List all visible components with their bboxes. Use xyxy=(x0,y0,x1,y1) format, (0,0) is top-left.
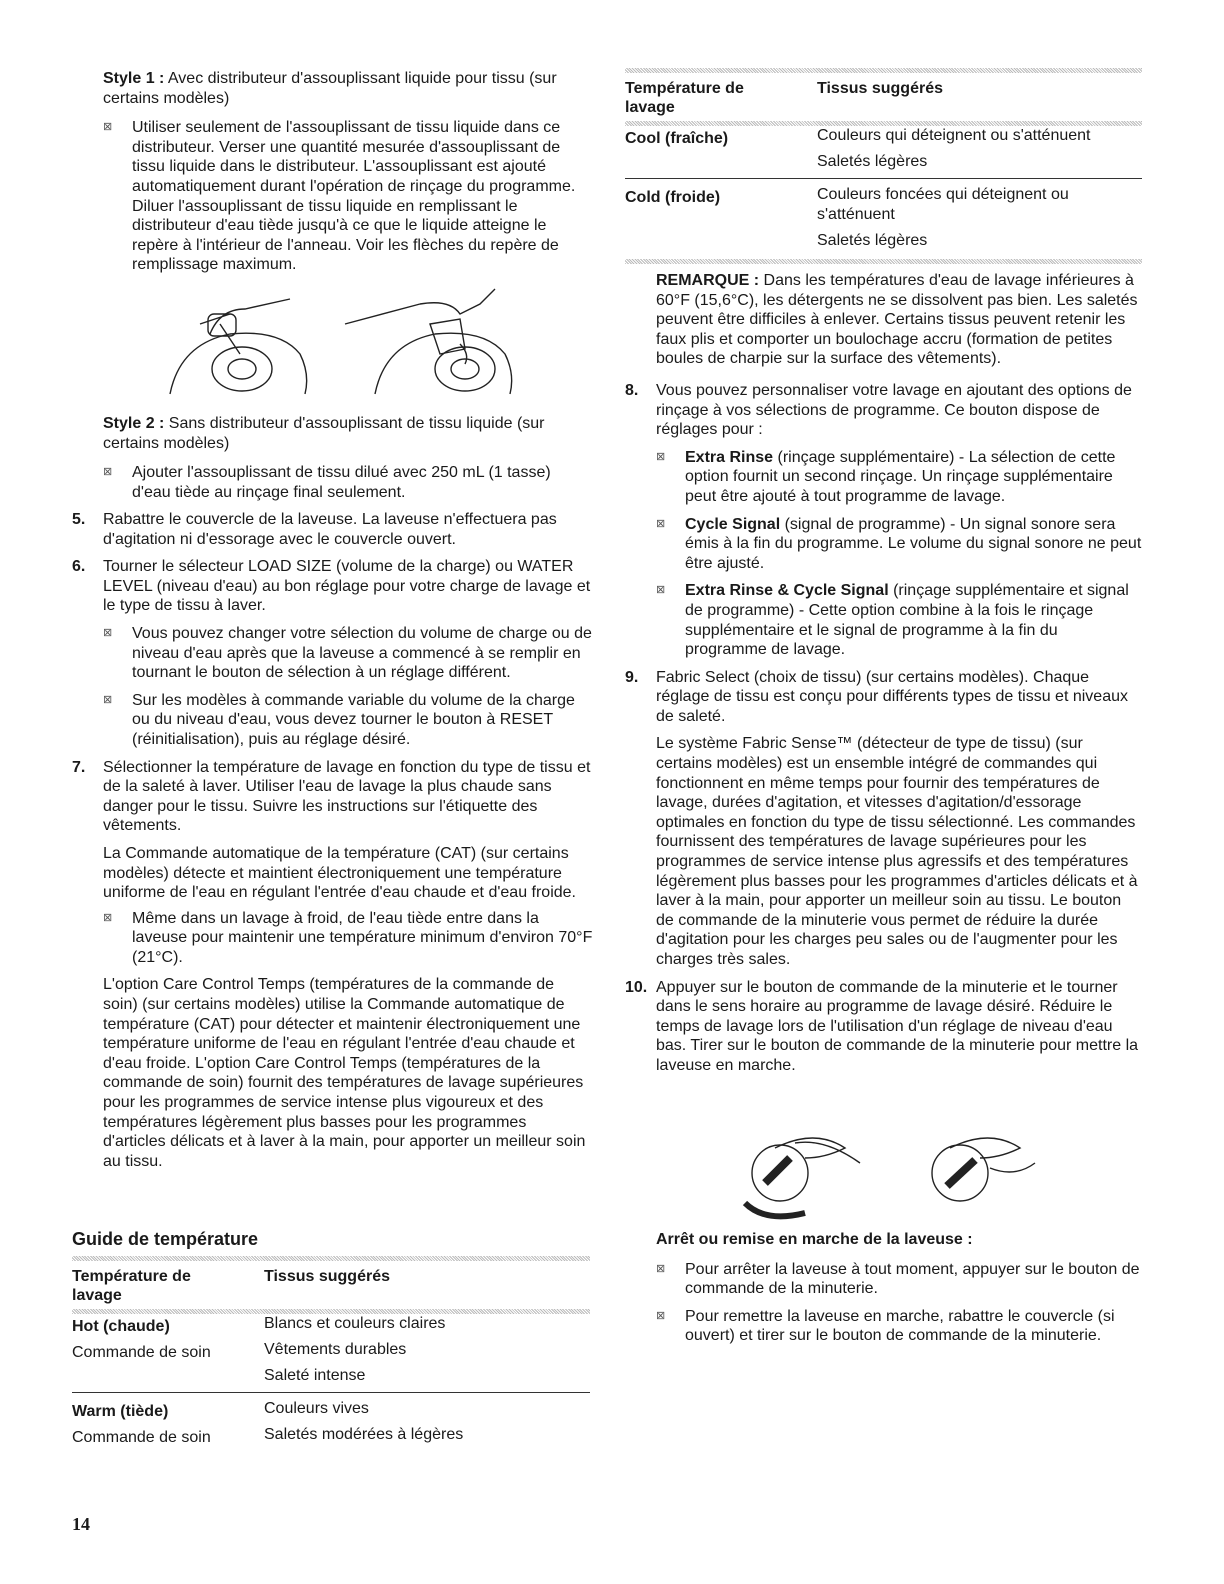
list-item xyxy=(103,691,593,750)
temperature-cell xyxy=(625,152,817,179)
bullet-text: Même dans un lavage à froid, de l'eau tiède entre dans la laveuse pour maintenir une température minimum d'environ 70°F (21°C). xyxy=(132,909,593,966)
table-row xyxy=(625,152,1142,179)
bullet-text: Pour arrêter la laveuse à tout moment, appuyer sur le bouton de commande de la minuterie. xyxy=(685,1260,1140,1298)
cat-paragraph: La Commande automatique de la température (CAT) (sur certains modèles) détecte et maintient électroniquement une température uniforme de l'eau en régulant l'entrée d'eau chaude et d'eau froide. xyxy=(103,844,576,902)
bullet-text: (signal de programme) - Un signal sonore sera émis à la fin du programme. Le volume du signal sonore ne peut être ajusté. xyxy=(685,515,1142,572)
list-item xyxy=(656,1260,1142,1299)
temperature-cell: Cool (fraîche) xyxy=(625,130,729,147)
style2-text: Sans distributeur d'assouplissant de tissu liquide (sur certains modèles) xyxy=(103,415,545,452)
step-number: 10. xyxy=(625,978,648,996)
table-row xyxy=(72,1340,590,1366)
table-row xyxy=(625,179,1142,232)
temperature-cell: Commande de soin xyxy=(72,1428,211,1446)
bullet-text: (rinçage supplémentaire) - La sélection de cette option fournit un second rinçage. Un rinçage supplémentaire peut être ajouté à tout programme de lavage. xyxy=(685,448,1116,505)
table-row xyxy=(625,126,1142,152)
style2-heading xyxy=(103,414,593,453)
softener-illustrations xyxy=(160,284,580,399)
temperature-cell: Commande de soin xyxy=(72,1343,211,1361)
temperature-guide-continued xyxy=(625,68,1142,264)
remarque-text: Dans les températures d'eau de lavage inférieures à 60°F (15,6°C), les détergents ne se dissolvent pas bien. Les saletés peuvent être difficiles à enlever. Certains tissus peuvent retenir les faux plis et comporter un boulochage accru (formation de petites boules de charpie sur la surface des vêtements). xyxy=(656,272,1138,368)
col-header-temperature: Température de lavage xyxy=(625,80,744,116)
bullet-icon: ⊠ xyxy=(103,466,113,479)
bullet-text: Pour remettre la laveuse en marche, rabattre le couvercle (si ouvert) et tirer sur le bouton de commande de la minuterie. xyxy=(685,1307,1115,1345)
bullet-icon: ⊠ xyxy=(656,450,666,463)
style1-heading xyxy=(103,69,593,108)
fabrics-cell: Saleté intense xyxy=(264,1366,366,1384)
table-row xyxy=(72,1366,590,1393)
right-column-main xyxy=(625,271,1142,1084)
guide-title: Guide de température xyxy=(72,1229,259,1249)
temperature-guide xyxy=(72,1230,590,1451)
col-header-fabrics: Tissus suggérés xyxy=(817,80,943,97)
bullet-text: Ajouter l'assouplissant de tissu dilué avec 250 mL (1 tasse) d'eau tiède au rinçage final seulement. xyxy=(132,464,551,501)
step-9 xyxy=(625,668,1142,727)
col-header-temperature: Température de lavage xyxy=(72,1267,191,1304)
step-text: Sélectionner la température de lavage en fonction du type de tissu et de la saleté à laver. Utiliser l'eau de lavage la plus chaude sans danger pour le tissu. Suivre les instructions sur l'étiquette des vêtements. xyxy=(103,758,591,835)
bullet-icon: ⊠ xyxy=(103,911,113,924)
temperature-cell: Warm (tiède) xyxy=(72,1392,264,1425)
option-label: Extra Rinse & Cycle Signal xyxy=(685,582,889,600)
table-header xyxy=(72,1261,590,1309)
bullet-text: (rinçage supplémentaire et signal de programme) - Cette option combine à la fois le rinçage supplémentaire et le signal de programme à la fin du programme de lavage. xyxy=(685,582,1129,659)
step-8 xyxy=(625,381,1142,440)
bullet-text: Sur les modèles à commande variable du volume de la charge ou du niveau d'eau, vous devez tourner le bouton à RESET (réinitialisation), puis au réglage désiré. xyxy=(132,691,575,748)
timer-knob-illustrations xyxy=(735,1128,1055,1223)
temperature-cell: Hot (chaude) xyxy=(72,1317,170,1335)
temperature-cell xyxy=(625,231,817,257)
bullet-icon: ⊠ xyxy=(103,121,113,134)
table-row xyxy=(72,1314,590,1340)
temperature-table-left xyxy=(72,1261,590,1309)
bullet-icon: ⊠ xyxy=(103,693,113,706)
timer-knob-illustration xyxy=(735,1128,1055,1223)
style1-text: Avec distributeur d'assouplissant liquide pour tissu (sur certains modèles) xyxy=(103,70,557,107)
steps-5-7 xyxy=(72,510,593,1177)
fabric-sense-paragraph: Le système Fabric Sense™ (détecteur de type de tissu) (sur certains modèles) est un ensemble intégré de commandes qui fonctionnent en même temps pour fournir des températures de lavage, durées d'agitation, et vitesses d'agitation/d'essorage optimales en fonction du type de tissu sélectionné. Les commandes fournissent des températures de lavage supérieures pour les programmes de service intense plus agressifs et des températures légèrement plus basses pour les programmes d'articles délicats et à laver à la main, pour apporter un meilleur soin au tissu. Le bouton de commande de la minuterie vous permet de réduire la durée d'agitation pour les charges peu sales ou de l'augmenter pour les charges très sales. xyxy=(656,735,1138,968)
left-column-main xyxy=(103,414,593,510)
temperature-table-right xyxy=(625,73,1142,121)
stop-restart-title: Arrêt ou remise en marche de la laveuse : xyxy=(656,1231,973,1248)
table-bottom-rule xyxy=(625,259,1142,264)
step-7 xyxy=(72,758,593,836)
fabrics-cell: Couleurs foncées qui déteignent ou s'atténuent xyxy=(817,179,1142,232)
bullet-text: Vous pouvez changer votre sélection du volume de charge ou de niveau d'eau après que la laveuse a commencé à se remplir en tournant le bouton de sélection à un réglage différent. xyxy=(132,624,592,682)
page-number: 14 xyxy=(72,1514,90,1534)
table-row xyxy=(72,1425,590,1451)
fabrics-cell: Vêtements durables xyxy=(264,1340,407,1358)
option-label: Cycle Signal xyxy=(685,515,781,533)
style2-label: Style 2 : xyxy=(103,415,165,432)
step-number: 8. xyxy=(625,381,639,399)
step-text: Vous pouvez personnaliser votre lavage en ajoutant des options de rinçage à vos sélections de programme. Ce bouton dispose de réglages pour : xyxy=(656,381,1132,439)
step-number: 6. xyxy=(72,558,86,576)
step-number: 7. xyxy=(72,758,86,776)
table-header xyxy=(625,73,1142,121)
softener-dispenser-illustration xyxy=(160,284,580,399)
bullet-icon: ⊠ xyxy=(656,517,666,530)
remarque-note xyxy=(625,271,1142,369)
list-item xyxy=(656,581,1142,659)
step-text: Fabric Select (choix de tissu) (sur certains modèles). Chaque réglage de tissu est conçu pour différents types de tissu et niveaux de saleté. xyxy=(656,668,1128,725)
stop-restart-section xyxy=(625,1230,1142,1354)
step-text: Rabattre le couvercle de la laveuse. La laveuse n'effectuera pas d'agitation ni d'essorage avec le couvercle ouvert. xyxy=(103,511,557,548)
temperature-table-right-body xyxy=(625,126,1142,257)
step-text: Appuyer sur le bouton de commande de la minuterie et le tourner dans le sens horaire au programme de lavage désiré. Réduire le temps de lavage lors de l'utilisation d'un réglage de niveau d'eau bas. Tirer sur le bouton de commande de la minuterie pour mettre la laveuse en marche. xyxy=(656,978,1139,1074)
list-item xyxy=(103,624,593,683)
fabrics-cell: Saletés modérées à légères xyxy=(264,1425,464,1443)
col-header-fabrics: Tissus suggérés xyxy=(264,1267,390,1285)
table-row xyxy=(72,1392,590,1425)
list-item xyxy=(656,448,1142,507)
step-number: 5. xyxy=(72,511,86,528)
fabrics-cell: Blancs et couleurs claires xyxy=(264,1314,446,1332)
step-10 xyxy=(625,978,1142,1076)
temperature-cell: Cold (froide) xyxy=(625,179,817,232)
style1-bullet xyxy=(103,118,593,275)
bullet-icon: ⊠ xyxy=(103,626,113,639)
step-6-bullets xyxy=(72,624,593,750)
style2-bullet xyxy=(103,463,593,502)
fabrics-cell: Saletés légères xyxy=(817,153,928,170)
step-text: Tourner le sélecteur LOAD SIZE (volume de la charge) ou WATER LEVEL (niveau d'eau) au bon réglage pour votre charge de lavage et le type de tissu à laver. xyxy=(103,558,591,615)
remarque-label: REMARQUE : xyxy=(656,272,760,289)
list-item xyxy=(656,1307,1142,1346)
bullet-text: Utiliser seulement de l'assouplissant de tissu liquide dans ce distributeur. Verser une quantité mesurée d'assouplissant de tissu liquide dans le distributeur. L'assouplissant est ajouté automatiquement durant l'opération de rinçage du programme. Diluer l'assouplissant de tissu liquide en remplissant le distributeur d'eau tiède jusqu'à ce que le liquide atteigne le repère à l'intérieur de l'anneau. Voir les flèches du repère de remplissage maximum. xyxy=(132,119,576,274)
step-8-bullets xyxy=(625,448,1142,660)
bullet-icon: ⊠ xyxy=(656,584,666,597)
care-control-paragraph: L'option Care Control Temps (températures de la commande de soin) (sur certains modèles) utilise la Commande automatique de température (CAT) pour détecter et maintenir électroniquement une température uniforme de l'eau en régulant l'entrée d'eau chaude et d'eau froide. L'option Care Control Temps (températures de la commande de soin) fournit des températures de lavage supérieures pour les programmes de service intense plus vigoureux et des températures légèrement plus basses pour les programmes d'articles délicats et à laver à la main, pour apporter un meilleur soin au tissu. xyxy=(103,976,586,1170)
fabrics-cell: Couleurs vives xyxy=(264,1392,590,1425)
list-item xyxy=(656,515,1142,574)
step-5 xyxy=(72,510,593,549)
temperature-cell xyxy=(72,1366,264,1393)
step-6 xyxy=(72,557,593,616)
temperature-table-left-body xyxy=(72,1314,590,1451)
table-row xyxy=(625,231,1142,257)
step-number: 9. xyxy=(625,668,639,686)
style1-label: Style 1 : xyxy=(103,70,165,87)
left-column-top xyxy=(103,69,593,283)
list-item xyxy=(103,909,593,968)
fabrics-cell: Saletés légères xyxy=(817,232,928,249)
bullet-icon: ⊠ xyxy=(656,1309,666,1322)
option-label: Extra Rinse xyxy=(685,448,774,466)
bullet-icon: ⊠ xyxy=(656,1262,666,1275)
fabrics-cell: Couleurs qui déteignent ou s'atténuent xyxy=(817,127,1091,144)
